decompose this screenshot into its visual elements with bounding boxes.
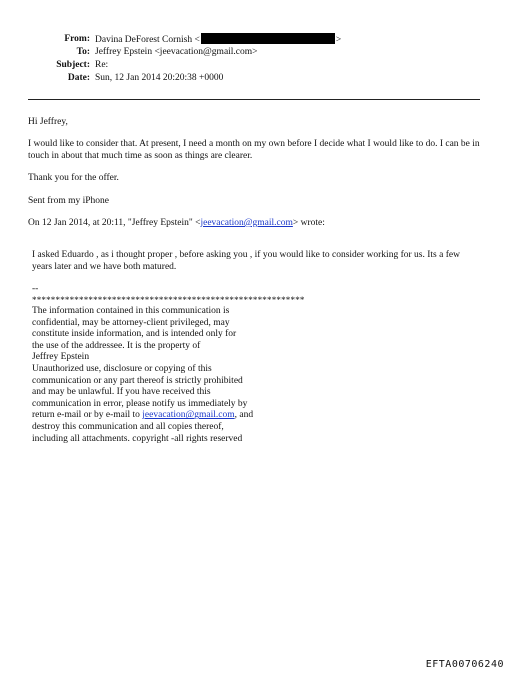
to-value: Jeffrey Epstein <jeevacation@gmail.com> <box>95 47 258 57</box>
greeting: Hi Jeffrey, <box>28 117 68 127</box>
disclaimer-line: communication in error, please notify us immediately by <box>32 398 248 409</box>
disclaimer-line: including all attachments. copyright -all rights reserved <box>32 433 243 444</box>
disclaimer-line: confidential, may be attorney-client privileged, may <box>32 317 230 328</box>
reply-paragraph: I would like to consider that. At present, I need a month on my own before I decide what I would like to do. I can be in touch in about that much time as soon as things are clearer. <box>28 139 480 161</box>
redaction-box <box>201 33 335 44</box>
disclaimer-line: the use of the addressee. It is the property of <box>32 340 201 351</box>
disclaimer-block <box>32 306 282 445</box>
disclaimer-line: constitute inside information, and is intended only for <box>32 329 237 340</box>
signature-dash: -- <box>32 284 39 294</box>
quote-intro: On 12 Jan 2014, at 20:11, "Jeffrey Epstein" <jeevacation@gmail.com> wrote: <box>28 218 325 228</box>
disclaimer-line: destroy this communication and all copies thereof, <box>32 421 224 432</box>
to-label: To: <box>76 47 90 57</box>
subject-label: Subject: <box>56 60 90 70</box>
signature: Sent from my iPhone <box>28 196 110 206</box>
disclaimer-line: Jeffrey Epstein <box>32 352 90 363</box>
thanks-paragraph: Thank you for the offer. <box>28 173 119 183</box>
bates-number: EFTA00706240 <box>425 659 504 670</box>
disclaimer-line: and may be unlawful. If you have received this <box>32 387 211 398</box>
from-label: From: <box>64 34 90 44</box>
quoted-message: I asked Eduardo , as i thought proper , before asking you , if you would like to consider working for us. Its a few years later and we have both matured. <box>32 250 460 272</box>
from-value: Davina DeForest Cornish < > <box>95 35 342 45</box>
header-divider <box>28 99 480 100</box>
disclaimer-line: communication or any part thereof is strictly prohibited <box>32 375 243 386</box>
disclaimer-line-link: return e-mail or by e-mail to jeevacation@gmail.com, and <box>32 410 254 421</box>
date-value: Sun, 12 Jan 2014 20:20:38 +0000 <box>95 73 224 83</box>
subject-value: Re: <box>95 60 109 70</box>
separator-stars: ********************************************************** <box>32 295 305 305</box>
disclaimer-line: Unauthorized use, disclosure or copying of this <box>32 363 212 374</box>
email-link[interactable]: jeevacation@gmail.com <box>200 218 293 228</box>
disclaimer-line: The information contained in this communication is <box>32 306 230 316</box>
disclaimer-email-link[interactable]: jeevacation@gmail.com <box>142 410 235 421</box>
date-label: Date: <box>67 73 90 83</box>
